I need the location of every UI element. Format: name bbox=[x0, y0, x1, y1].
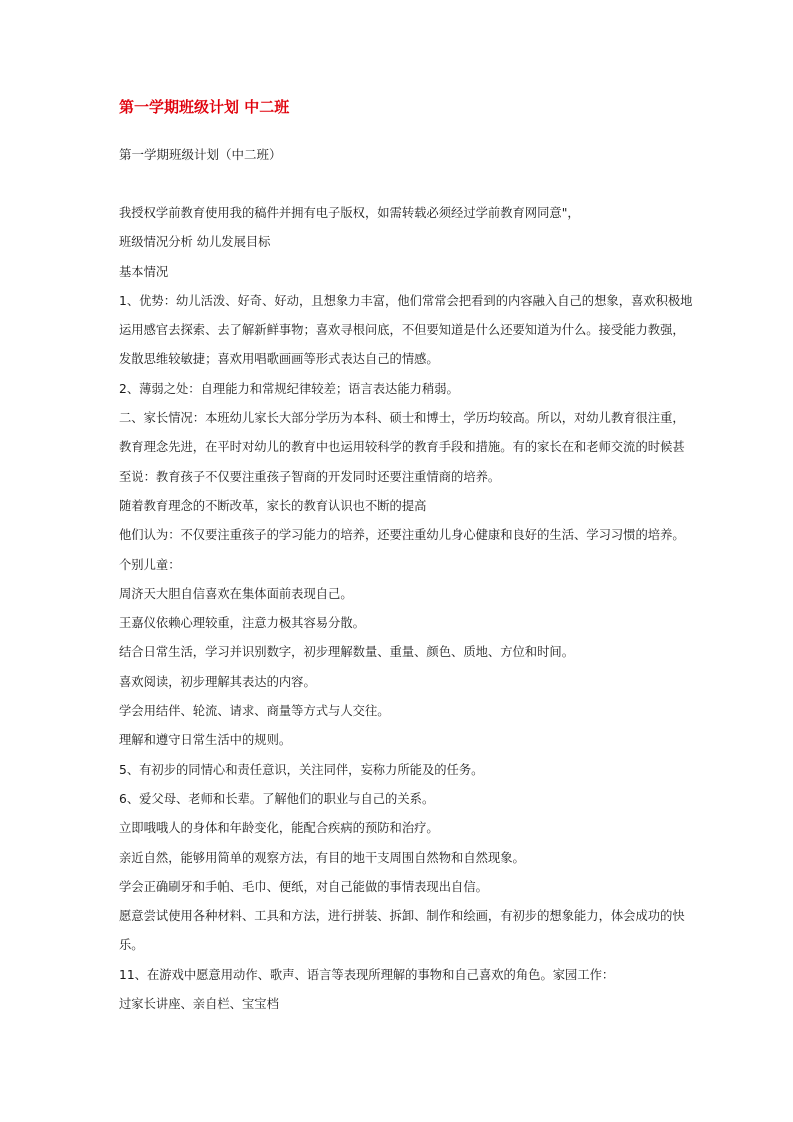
body-line: 11、在游戏中愿意用动作、歌声、语言等表现所理解的事物和自己喜欢的角色。家园工作： bbox=[119, 967, 615, 982]
body-line: 个别儿童： bbox=[119, 557, 181, 572]
body-line: 发散思维较敏捷；喜欢用唱歌画画等形式表达自己的情感。 bbox=[119, 352, 439, 367]
document-subtitle: 第一学期班级计划（中二班） bbox=[119, 147, 282, 162]
body-line: 过家长讲座、亲自栏、宝宝档 bbox=[119, 997, 279, 1012]
body-line: 立即哦哦人的身体和年龄变化，能配合疾病的预防和治疗。 bbox=[119, 821, 439, 836]
document-title: 第一学期班级计划 中二班 bbox=[119, 98, 290, 116]
body-line: 他们认为：不仅要注重孩子的学习能力的培养，还要注重幼儿身心健康和良好的生活、学习习惯的培养。 bbox=[119, 528, 685, 543]
body-line: 王嘉仪依赖心理较重，注意力极其容易分散。 bbox=[119, 616, 365, 631]
body-line: 5、有初步的同情心和责任意识，关注同伴，妄称力所能及的任务。 bbox=[119, 762, 484, 777]
body-line: 教育理念先进，在平时对幼儿的教育中也运用较科学的教育手段和措施。有的家长在和老师交流的时候甚 bbox=[119, 440, 685, 455]
body-line: 运用感官去探索、去了解新鲜事物；喜欢寻根问底，不但要知道是什么还要知道为什么。接受能力教强， bbox=[119, 323, 685, 338]
body-line: 结合日常生活，学习并识别数字，初步理解数量、重量、颜色、质地、方位和时间。 bbox=[119, 645, 574, 660]
body-line: 基本情况 bbox=[119, 264, 169, 279]
body-line: 6、爱父母、老师和长辈。了解他们的职业与自己的关系。 bbox=[119, 791, 435, 806]
body-line: 理解和遵守日常生活中的规则。 bbox=[119, 733, 292, 748]
body-line: 随着教育理念的不断改革，家长的教育认识也不断的提高 bbox=[119, 498, 427, 513]
body-line: 愿意尝试使用各种材料、工具和方法，进行拼装、拆卸、制作和绘画，有初步的想象能力，体会成功的快 bbox=[119, 909, 685, 924]
body-line: 1、优势：幼儿活泼、好奇、好动，且想象力丰富，他们常常会把看到的内容融入自己的想象，喜欢积极地 bbox=[119, 293, 693, 308]
body-line: 我授权学前教育使用我的稿件并拥有电子版权，如需转载必须经过学前教育网同意"， bbox=[119, 206, 580, 220]
body-line: 班级情况分析 幼儿发展目标 bbox=[119, 235, 271, 250]
body-line: 二、家长情况：本班幼儿家长大部分学历为本科、硕士和博士，学历均较高。所以，对幼儿教育很注重， bbox=[119, 411, 685, 426]
document-body bbox=[119, 199, 693, 1019]
body-line: 至说：教育孩子不仅要注重孩子智商的开发同时还要注重情商的培养。 bbox=[119, 469, 501, 484]
body-line: 乐。 bbox=[119, 938, 144, 953]
body-line: 2、薄弱之处：自理能力和常规纪律较差；语言表达能力稍弱。 bbox=[119, 381, 459, 396]
body-line: 亲近自然，能够用简单的观察方法，有目的地干支周围自然物和自然现象。 bbox=[119, 850, 525, 865]
body-line: 周济天大胆自信喜欢在集体面前表现自己。 bbox=[119, 586, 353, 601]
body-line: 学会正确刷牙和手帕、毛巾、便纸，对自己能做的事情表现出自信。 bbox=[119, 879, 488, 894]
body-line: 学会用结伴、轮流、请求、商量等方式与人交往。 bbox=[119, 704, 390, 719]
body-line: 喜欢阅读，初步理解其表达的内容。 bbox=[119, 674, 316, 689]
